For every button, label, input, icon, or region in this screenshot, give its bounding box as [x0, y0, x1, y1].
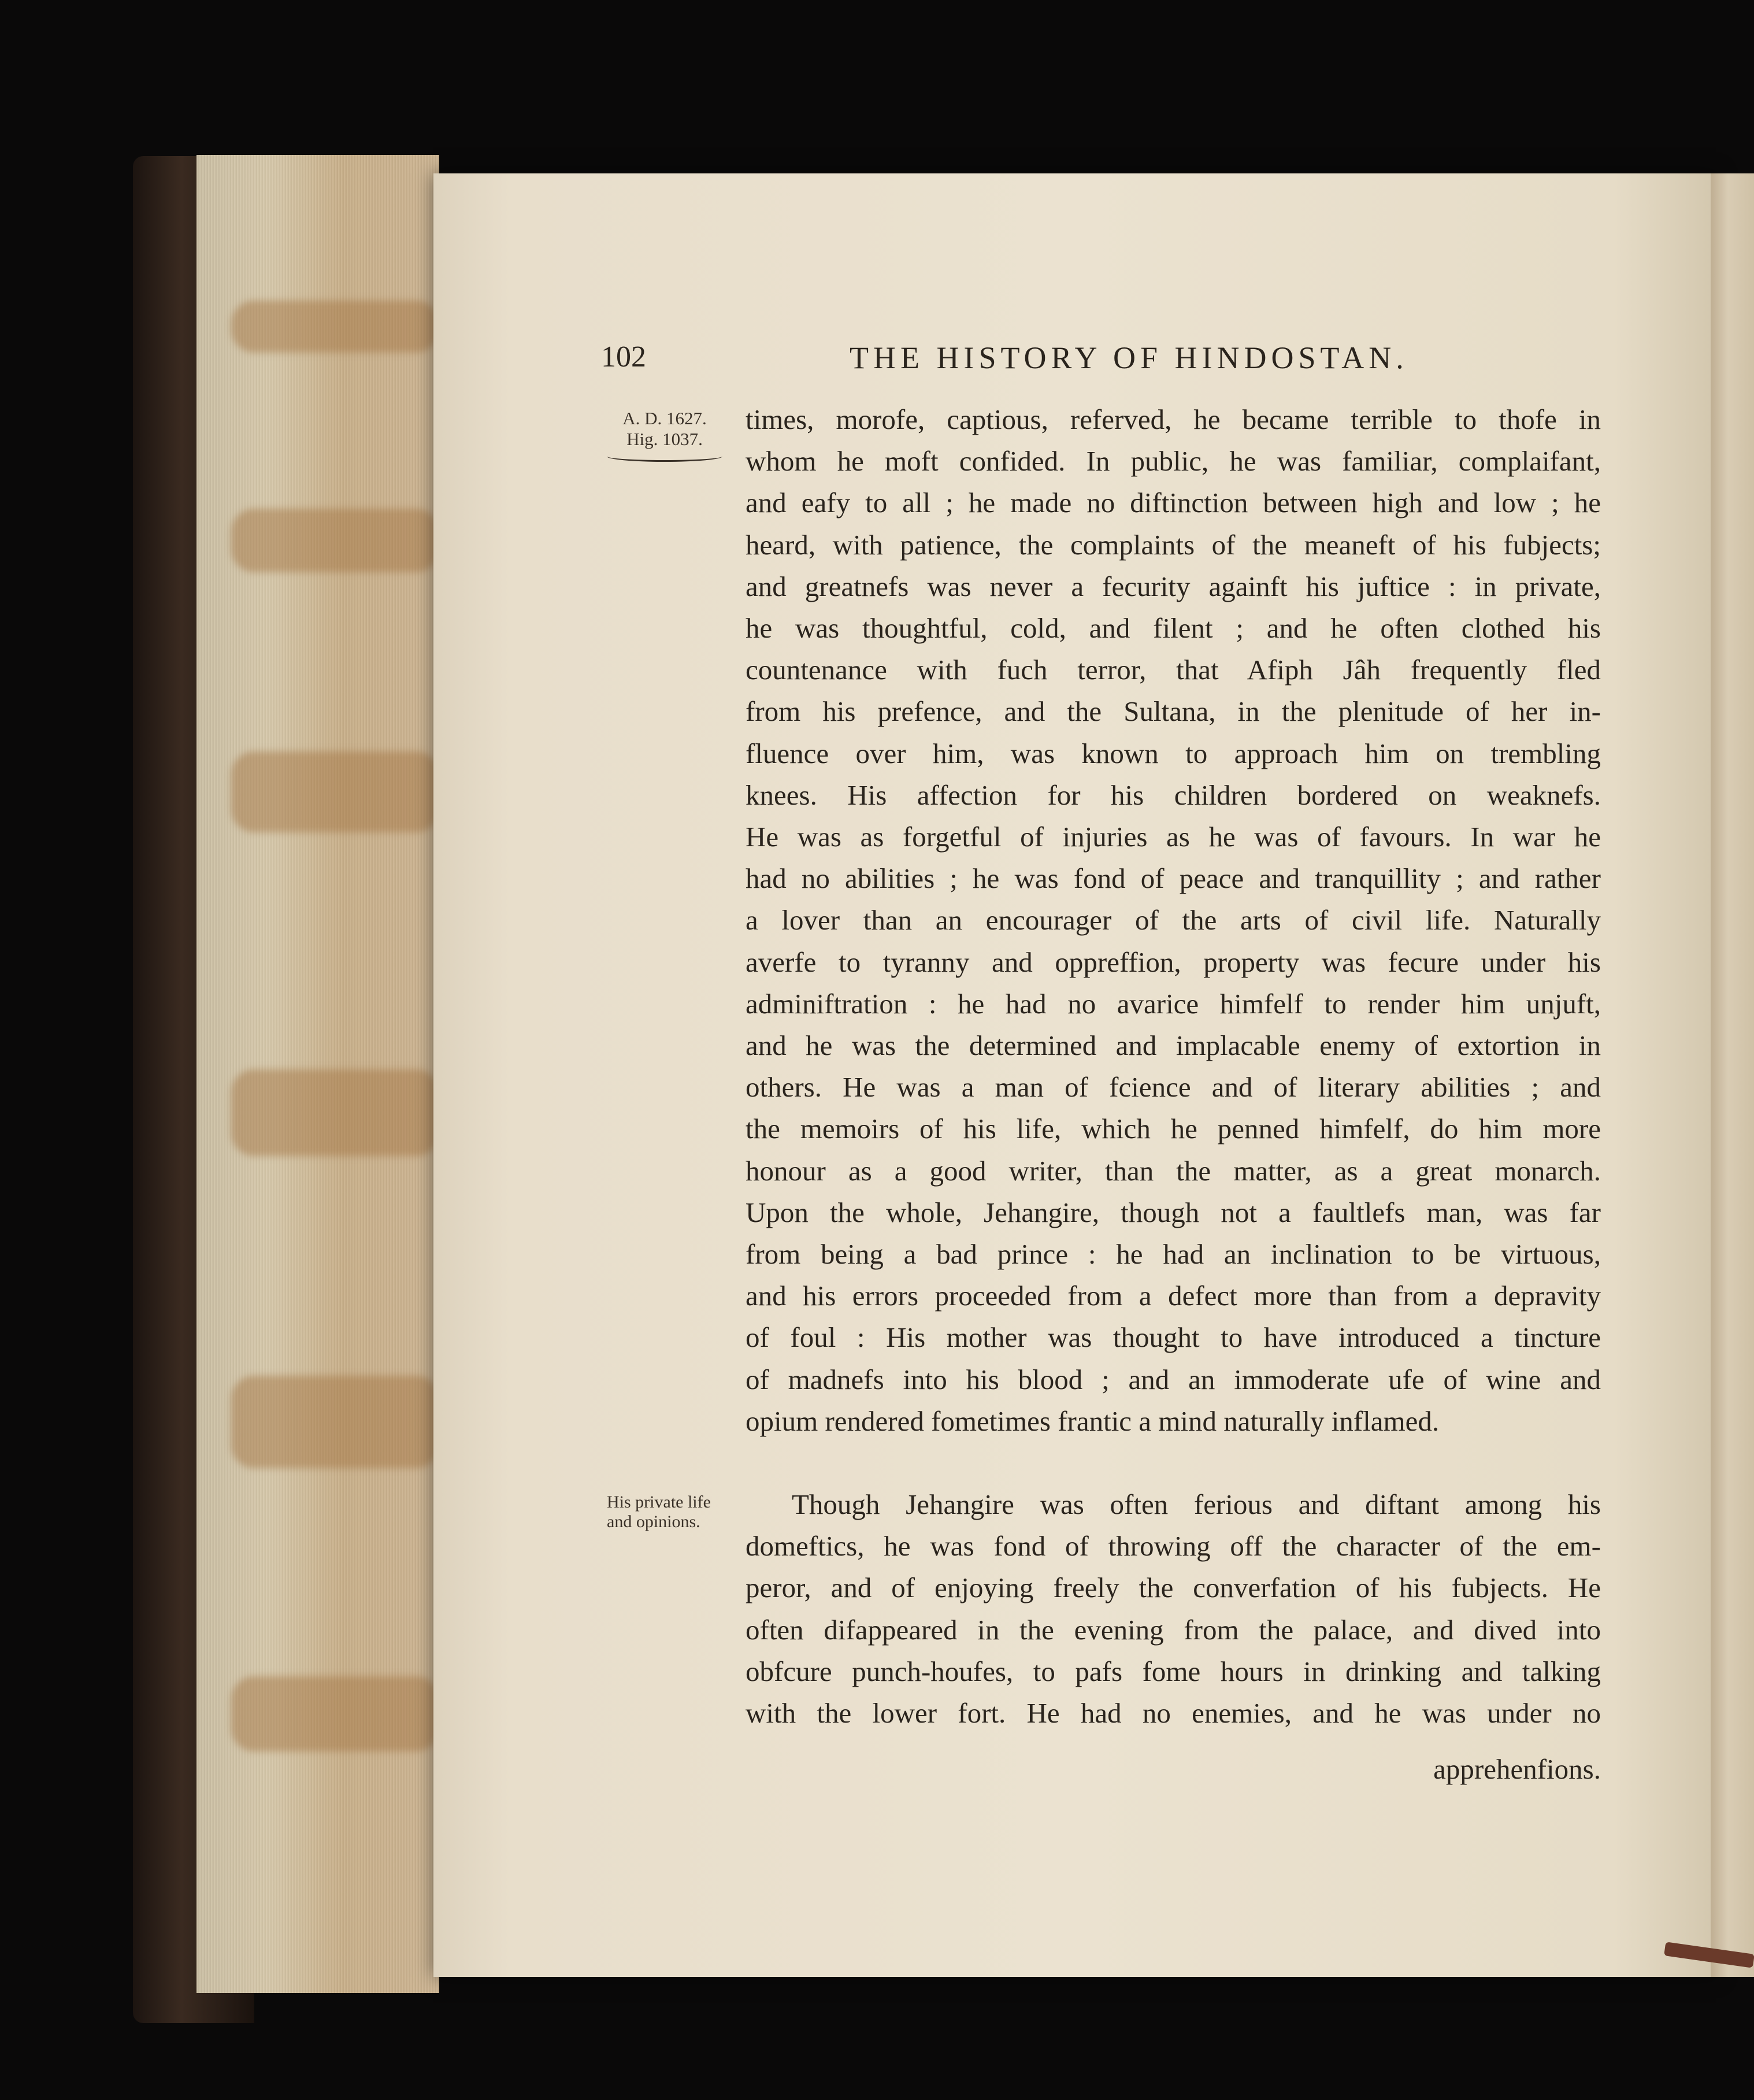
edge-stain	[231, 1676, 439, 1751]
paragraph-private-life	[746, 1484, 1601, 1734]
text-line: others. He was a man of fcience and of literary abilities ; and	[746, 1071, 1601, 1103]
text-line: fluence over him, was known to approach him on trembling	[746, 737, 1601, 769]
catchword: apprehenfions.	[1433, 1753, 1601, 1785]
text-line: often difappeared in the evening from the palace, and dived into	[746, 1613, 1601, 1646]
text-line: obfcure punch-houfes, to pafs fome hours in drinking and talking	[746, 1655, 1601, 1687]
text-line: knees. His affection for his children bordered on weaknefs.	[746, 779, 1601, 811]
text-line: from being a bad prince : he had an inclination to be virtuous,	[746, 1238, 1601, 1271]
text-line: peror, and of enjoying freely the converfation of his fubjects. He	[746, 1572, 1601, 1604]
text-line: of madnefs into his blood ; and an immoderate ufe of wine and	[746, 1363, 1601, 1395]
brace-mark	[607, 451, 722, 462]
text-line: and his errors proceeded from a defect more than from a depravity	[746, 1280, 1601, 1312]
margin-note-date	[601, 408, 728, 462]
text-line: Upon the whole, Jehangire, though not a faultlefs man, was far	[746, 1196, 1601, 1228]
right-page-edge	[1711, 173, 1754, 1977]
text-line: the memoirs of his life, which he penned himfelf, do him more	[746, 1113, 1601, 1145]
text-line: and he was the determined and implacable enemy of extortion in	[746, 1029, 1601, 1062]
text-line: opium rendered fometimes frantic a mind naturally inflamed.	[746, 1405, 1440, 1437]
page-number: 102	[601, 340, 646, 373]
text-line: averfe to tyranny and oppreffion, property was fecure under his	[746, 946, 1601, 978]
edge-stain	[231, 1069, 439, 1156]
text-line: he was thoughtful, cold, and filent ; and he often clothed his	[746, 612, 1601, 645]
text-line: times, morofe, captious, referved, he became terrible to thofe in	[746, 403, 1601, 435]
running-head	[601, 340, 1601, 380]
date-ad: A. D. 1627.	[622, 408, 707, 428]
text-line: with the lower fort. He had no enemies, and he was under no	[746, 1697, 1601, 1729]
running-title: THE HISTORY OF HINDOSTAN.	[850, 340, 1408, 375]
text-line: a lover than an encourager of the arts of civil life. Naturally	[746, 904, 1601, 936]
text-line: countenance with fuch terror, that Afiph Jâh frequently fled	[746, 654, 1601, 686]
text-line: domeftics, he was fond of throwing off the character of the em-	[746, 1530, 1601, 1562]
edge-stain	[231, 301, 439, 353]
edge-stain	[231, 1376, 439, 1468]
text-line: from his prefence, and the Sultana, in the plenitude of her in-	[746, 695, 1601, 728]
text-line: and eafy to all ; he made no diftinction between high and low ; he	[746, 487, 1601, 519]
date-hijri: Hig. 1037.	[626, 429, 703, 449]
paragraph-character	[746, 399, 1601, 1442]
text-line: had no abilities ; he was fond of peace and tranquillity ; and rather	[746, 862, 1601, 895]
text-line: and greatnefs was never a fecurity againft his juftice : in private,	[746, 570, 1601, 602]
text-line: heard, with patience, the complaints of the meaneft of his fubjects;	[746, 528, 1601, 561]
edge-stain	[231, 751, 439, 832]
edge-stain	[231, 509, 439, 572]
text-line: adminiftration : he had no avarice himfelf to render him unjuft,	[746, 987, 1601, 1020]
text-line: of foul : His mother was thought to have introduced a tincture	[746, 1321, 1601, 1354]
text-line: He was as forgetful of injuries as he was of favours. In war he	[746, 821, 1601, 853]
text-line: whom he moft confided. In public, he was familiar, complaifant,	[746, 445, 1601, 477]
text-line: Though Jehangire was often ferious and diftant among his	[792, 1488, 1601, 1520]
text-line: honour as a good writer, than the matter, as a great monarch.	[746, 1154, 1601, 1187]
margin-note-private-life: His private life and opinions.	[607, 1492, 711, 1531]
